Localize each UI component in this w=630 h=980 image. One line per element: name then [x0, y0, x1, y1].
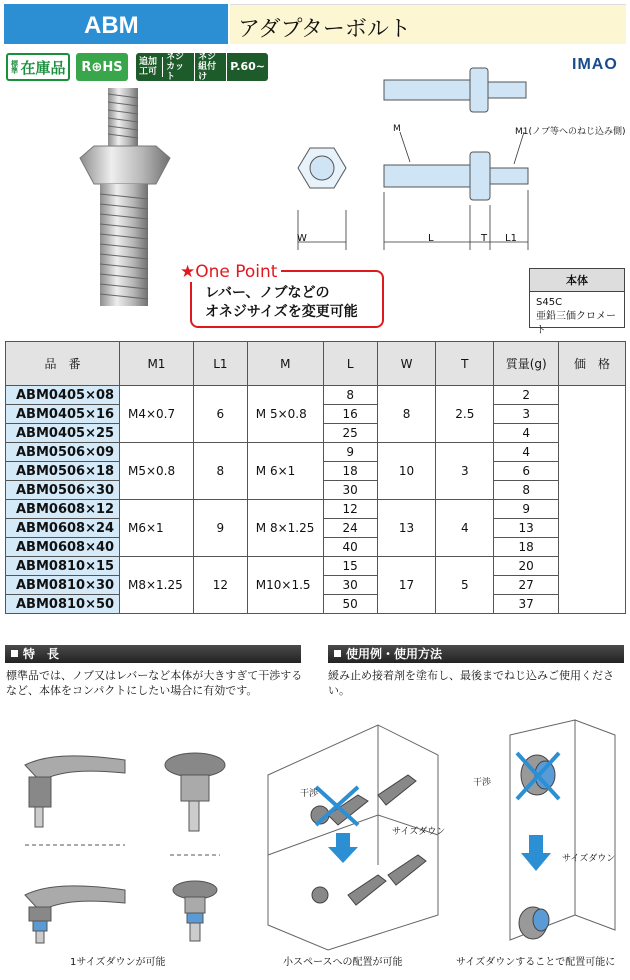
one-point-line1: レバー、ノブなどの [205, 285, 330, 301]
product-photo [70, 84, 180, 310]
mass-cell: 13 [494, 519, 559, 538]
imao-logo: IMAO [572, 56, 618, 73]
part-number-cell: ABM0810×15 [6, 557, 120, 576]
dim-l1: L1 [505, 233, 517, 244]
mass-cell: 20 [494, 557, 559, 576]
mass-cell: 3 [494, 405, 559, 424]
col-l1: L1 [193, 342, 247, 386]
l-cell: 30 [323, 481, 377, 500]
dim-w: W [297, 233, 307, 244]
standard-stock-badge [6, 53, 70, 81]
price-cell [559, 386, 626, 614]
w-cell: 17 [377, 557, 436, 614]
col-w: W [377, 342, 436, 386]
t-cell: 2.5 [436, 386, 494, 443]
badge-page-ref: P.60~ [230, 60, 266, 73]
label-interference-1: 干渉 [300, 789, 319, 799]
features-title: 特 長 [5, 645, 301, 663]
badge-thread-assembly: ネジ組付け [195, 52, 227, 82]
caption-size-down: 1サイズダウンが可能 [70, 957, 166, 968]
m-cell: M 8×1.25 [247, 500, 323, 557]
table-row [6, 443, 626, 462]
l-cell: 40 [323, 538, 377, 557]
part-number-cell: ABM0608×12 [6, 500, 120, 519]
part-number-cell: ABM0405×08 [6, 386, 120, 405]
usage-text: 緩み止め接着剤を塗布し、最後までねじ込みご使用ください。 [328, 669, 614, 697]
part-number-cell: ABM0405×16 [6, 405, 120, 424]
table-row [6, 500, 626, 519]
label-size-down-2: サイズダウン [562, 854, 616, 864]
part-number-cell: ABM0608×24 [6, 519, 120, 538]
one-point-title: ★One Point [180, 262, 281, 282]
mass-cell: 8 [494, 481, 559, 500]
l-cell: 12 [323, 500, 377, 519]
table-body [6, 386, 626, 614]
l-cell: 8 [323, 386, 377, 405]
illustration-lever-knob [15, 745, 235, 950]
l1-cell: 6 [193, 386, 247, 443]
mass-cell: 4 [494, 443, 559, 462]
caption-small-space: 小スペースへの配置が可能 [283, 957, 403, 968]
t-cell: 3 [436, 443, 494, 500]
l-cell: 16 [323, 405, 377, 424]
col-price: 価 格 [559, 342, 626, 386]
mass-cell: 37 [494, 595, 559, 614]
standard-label: 標準 [10, 60, 19, 74]
material-header: 本体 [530, 269, 624, 292]
l-cell: 18 [323, 462, 377, 481]
l-cell: 30 [323, 576, 377, 595]
part-number-cell: ABM0506×18 [6, 462, 120, 481]
usage-title: 使用例・使用方法 [328, 645, 624, 663]
product-code: ABM [4, 4, 228, 44]
l-cell: 9 [323, 443, 377, 462]
col-part-number: 品 番 [6, 342, 120, 386]
dimension-drawing [270, 60, 560, 260]
one-point-text [205, 284, 358, 322]
m-cell: M 6×1 [247, 443, 323, 500]
part-number-cell: ABM0506×09 [6, 443, 120, 462]
dim-m1: M1(ノブ等へのねじ込み側) [515, 127, 626, 137]
col-l: L [323, 342, 377, 386]
caption-placement: サイズダウンすることで配置可能に [456, 957, 616, 968]
m1-cell: M4×0.7 [119, 386, 193, 443]
dim-m: M [393, 124, 401, 134]
mass-cell: 2 [494, 386, 559, 405]
material-box [529, 268, 625, 336]
mass-cell: 18 [494, 538, 559, 557]
badge-additional: 追加工可 [136, 57, 163, 77]
product-name: アダプターボルト [230, 4, 626, 44]
label-size-down-1: サイズダウン [392, 827, 446, 837]
label-interference-2: 干渉 [473, 778, 492, 788]
features-text-line2: など、本体をコンパクトにしたい場合に有効です。 [6, 684, 258, 697]
col-mass: 質量(g) [494, 342, 559, 386]
m1-cell: M6×1 [119, 500, 193, 557]
part-number-cell: ABM0608×40 [6, 538, 120, 557]
mass-cell: 9 [494, 500, 559, 519]
table-row [6, 557, 626, 576]
t-cell: 4 [436, 500, 494, 557]
dim-l: L [428, 233, 434, 244]
l1-cell: 12 [193, 557, 247, 614]
part-number-cell: ABM0810×30 [6, 576, 120, 595]
features-text [6, 668, 302, 698]
t-cell: 5 [436, 557, 494, 614]
w-cell: 8 [377, 386, 436, 443]
badge-thread-cut: ネジカット [163, 52, 195, 82]
l1-cell: 9 [193, 500, 247, 557]
m1-cell: M5×0.8 [119, 443, 193, 500]
m-cell: M10×1.5 [247, 557, 323, 614]
col-t: T [436, 342, 494, 386]
w-cell: 10 [377, 443, 436, 500]
mass-cell: 4 [494, 424, 559, 443]
material-steel: S45C [536, 297, 563, 308]
l-cell: 15 [323, 557, 377, 576]
spec-table [5, 341, 626, 614]
l-cell: 24 [323, 519, 377, 538]
mass-cell: 27 [494, 576, 559, 595]
processing-badge [136, 53, 268, 81]
material-body [530, 292, 624, 342]
dim-t: T [481, 233, 488, 244]
w-cell: 13 [377, 500, 436, 557]
mass-cell: 6 [494, 462, 559, 481]
rohs-badge: R⊕HS [76, 53, 128, 81]
col-m: M [247, 342, 323, 386]
one-point-line2: オネジサイズを変更可能 [205, 304, 358, 320]
illustration-placement [455, 715, 625, 955]
stock-label: 在庫品 [20, 58, 66, 77]
table-header-row [6, 342, 626, 386]
l1-cell: 8 [193, 443, 247, 500]
table-row [6, 386, 626, 405]
m1-cell: M8×1.25 [119, 557, 193, 614]
l-cell: 50 [323, 595, 377, 614]
part-number-cell: ABM0506×30 [6, 481, 120, 500]
material-plating: 亜鉛三価クロメート [536, 311, 616, 336]
l-cell: 25 [323, 424, 377, 443]
part-number-cell: ABM0405×25 [6, 424, 120, 443]
part-number-cell: ABM0810×50 [6, 595, 120, 614]
features-text-line1: 標準品では、ノブ又はレバーなど本体が大きすぎて干渉する [6, 669, 303, 682]
m-cell: M 5×0.8 [247, 386, 323, 443]
col-m1: M1 [119, 342, 193, 386]
